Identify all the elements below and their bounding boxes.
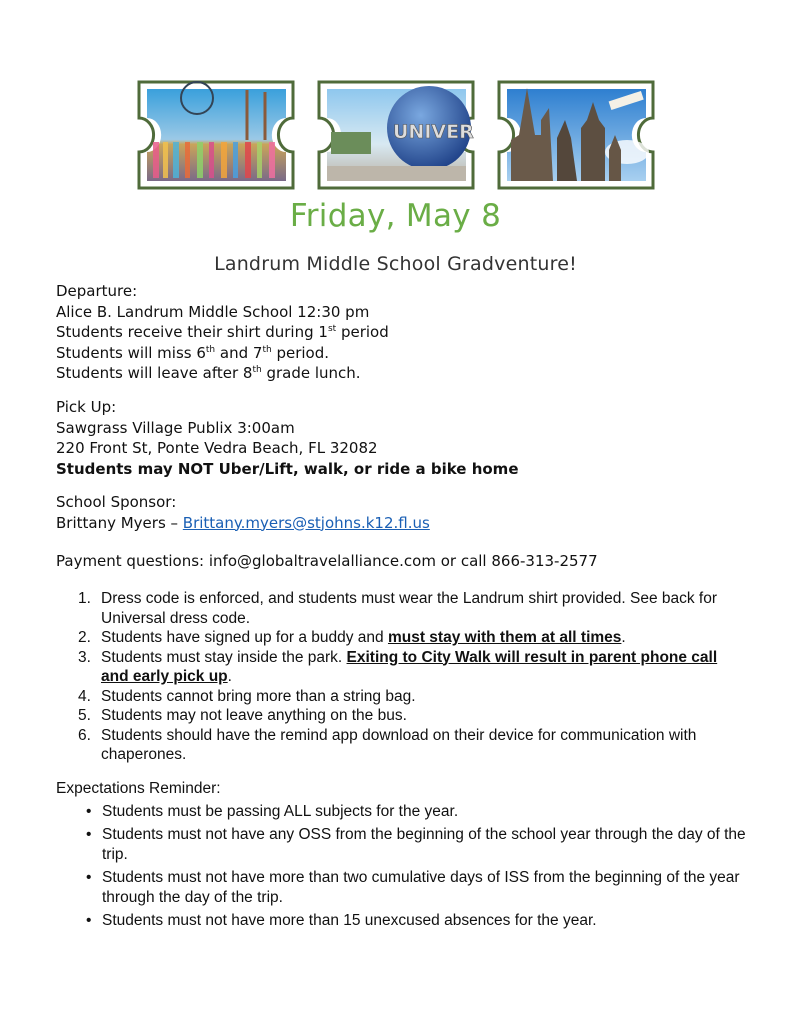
expectation-item: • Students must not have more than 15 unexcused absences for the year.: [86, 912, 597, 929]
svg-text:UNIVER: UNIVER: [393, 121, 474, 143]
rule-emphasis: must stay with them at all times: [387, 629, 622, 646]
event-date-heading: Friday, May 8: [289, 198, 502, 234]
universal-globe-ticket-image: [317, 80, 477, 190]
pickup-location-time: Sawgrass Village Publix 3:00am: [56, 418, 295, 437]
hogwarts-castle-ticket-image: [497, 80, 657, 190]
departure-heading: Departure:: [56, 282, 138, 300]
sponsor-name: Brittany Myers –: [56, 513, 183, 532]
shirt-note: Students receive their shirt during 1st period: [56, 323, 389, 341]
rule-item: 2. Students have signed up for a buddy and must stay with them at all times.: [78, 629, 626, 646]
expectations-section: [56, 779, 746, 934]
rules-list: [78, 589, 728, 765]
ticket-image-banner: [137, 80, 657, 192]
bullet-icon: •: [86, 826, 92, 843]
pickup-address: 220 Front St, Ponte Vedra Beach, FL 32082: [56, 439, 378, 457]
expectations-heading: Expectations Reminder:: [56, 780, 221, 797]
departure-location-time: Alice B. Landrum Middle School 12:30 pm: [56, 302, 370, 321]
expectation-item: • Students must not have any OSS from the beginning of the school year through the day of the trip.: [86, 826, 746, 863]
sponsor-contact: [56, 513, 430, 534]
departure-section: [56, 281, 389, 384]
payment-section: [56, 551, 598, 572]
expectation-item: • Students must not have more than two cumulative days of ISS from the beginning of the year through the day of the trip.: [86, 869, 740, 906]
sponsor-section: [56, 492, 430, 533]
islands-of-adventure-ticket-image: [137, 80, 297, 190]
expectation-item: • Students must be passing ALL subjects for the year.: [86, 803, 459, 820]
event-title-heading: Landrum Middle School Gradventure!: [214, 253, 577, 275]
bullet-icon: •: [86, 869, 92, 886]
rule-item: 3. Students must stay inside the park. Exiting to City Walk will result in parent phone call and early pick up.: [78, 648, 718, 685]
bullet-icon: •: [86, 803, 92, 820]
bullet-icon: •: [86, 912, 92, 929]
rule-item: 1. Dress code is enforced, and students must wear the Landrum shirt provided. See back for Universal dress code.: [78, 590, 718, 627]
missed-periods-note: Students will miss 6th and 7th period.: [56, 343, 329, 362]
rule-item: 5. Students may not leave anything on the bus.: [78, 707, 407, 724]
payment-questions: Payment questions: info@globaltravelalliance.com or call 866-313-2577: [56, 552, 598, 570]
rule-emphasis: Exiting to City Walk will result in parent phone call and early pick up: [101, 648, 718, 685]
transport-warning: Students may NOT Uber/Lift, walk, or ride a bike home: [56, 459, 519, 478]
rule-item: 4. Students cannot bring more than a string bag.: [78, 687, 416, 705]
pickup-heading: Pick Up:: [56, 398, 117, 416]
sponsor-heading: School Sponsor:: [56, 493, 177, 511]
sponsor-email-link[interactable]: Brittany.myers@stjohns.k12.fl.us: [182, 513, 430, 532]
pickup-section: [56, 397, 519, 479]
leave-time-note: Students will leave after 8th grade lunch.: [56, 364, 361, 382]
rule-item: 6. Students should have the remind app download on their device for communication with chaperones.: [78, 726, 697, 763]
